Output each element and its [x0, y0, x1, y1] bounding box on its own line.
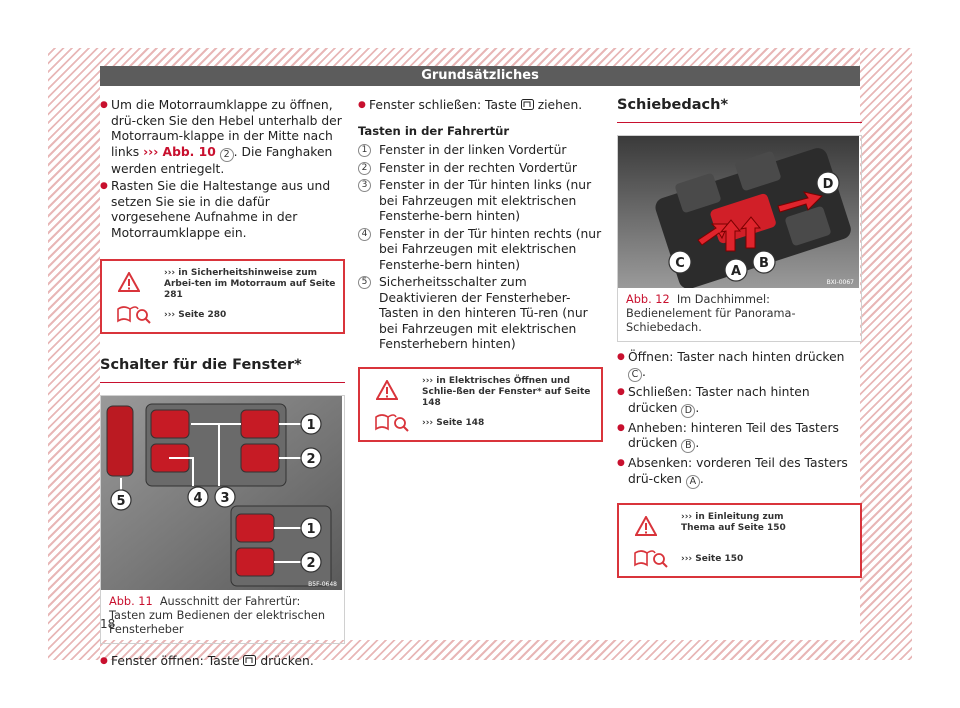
- page-link[interactable]: ››› Seite 280: [164, 310, 227, 320]
- figure-code: BXI-0067: [826, 278, 854, 286]
- list-item: 1 Fenster in der linken Vordertür: [358, 143, 603, 159]
- bullet-window-open: ● Fenster öffnen: Taste drücken.: [100, 654, 345, 670]
- window-switch-icon: [243, 655, 256, 666]
- callout-1: 1: [306, 417, 316, 433]
- callout-5: 5: [116, 493, 126, 509]
- callout-4: 4: [193, 490, 203, 506]
- page-border-top: [48, 48, 912, 66]
- figure-sunroof: [617, 135, 862, 342]
- list-item: 4 Fenster in der Tür hinten rechts (nur bei Fahrzeugen mit elektrischen Fensterhe-bern hinten): [358, 227, 603, 274]
- book-reference-icon: [374, 411, 410, 433]
- bullet-open-hood: ● Um die Motorraumklappe zu öffnen, drü-cken Sie den Hebel unterhalb der Motorraum-klappe in der Mitte nach links ››› Abb. 10 2 . Die Fanghaken werden entriegelt.: [100, 98, 345, 177]
- page-link[interactable]: ››› Seite 148: [422, 417, 485, 428]
- window-switch-illustration: [101, 396, 342, 590]
- sunroof-instructions: [617, 350, 862, 489]
- window-switch-icon: [521, 99, 534, 110]
- column-right: [617, 98, 862, 578]
- callout-2: 2: [306, 451, 316, 467]
- callout-marker: 2: [220, 148, 234, 162]
- warning-link[interactable]: ››› in Elektrisches Öffnen und Schlie-ßen der Fenster* auf Seite 148: [422, 375, 591, 408]
- bullet-open: ● Öffnen: Taster nach hinten drücken C .: [617, 350, 862, 383]
- callout-C: C: [675, 255, 685, 271]
- callout-B: B: [759, 255, 769, 271]
- book-reference-icon: [633, 547, 669, 569]
- figure-link[interactable]: ››› Abb. 10: [143, 144, 216, 159]
- book-reference-icon: [116, 303, 152, 325]
- figure-caption: Abb. 12 Im Dachhimmel: Bedienelement für Panorama-Schiebedach.: [626, 292, 796, 334]
- callout-1b: 1: [306, 521, 316, 537]
- figure-code: B5F-0648: [308, 580, 337, 588]
- warning-triangle-icon: [635, 516, 657, 536]
- section-heading-sunroof: Schiebedach*: [617, 98, 862, 123]
- list-item: 5 Sicherheitsschalter zum Deaktivieren der Fensterheber-Tasten in den hinteren Tü-ren (nur bei Fahrzeugen mit elektrischen Fensterhebern hinten): [358, 275, 603, 353]
- callout-A: A: [730, 263, 742, 279]
- callout-D: D: [822, 176, 834, 192]
- list-item: 3 Fenster in der Tür hinten links (nur bei Fahrzeugen mit elektrischen Fensterhe-bern hinten): [358, 178, 603, 225]
- bullet-window-close: ● Fenster schließen: Taste ziehen.: [358, 98, 603, 114]
- section-heading-window-switches: Schalter für die Fenster*: [100, 358, 345, 383]
- warning-link[interactable]: ››› in Sicherheitshinweise zum Arbei-ten im Motorraum auf Seite 281: [164, 268, 336, 300]
- list-item: 2 Fenster in der rechten Vordertür: [358, 161, 603, 177]
- column-left: [100, 98, 345, 670]
- warning-box: [358, 367, 603, 442]
- warning-triangle-icon: [376, 380, 398, 400]
- sunroof-control-illustration: [618, 136, 859, 288]
- page-border-right: [860, 48, 912, 660]
- page-number: 18: [100, 617, 116, 631]
- warning-link[interactable]: ››› in Einleitung zum Thema auf Seite 150: [681, 511, 786, 533]
- callout-3: 3: [220, 490, 230, 506]
- figure-caption: Abb. 11 Ausschnitt der Fahrertür: Tasten zum Bedienen der elektrischen Fensterheber: [109, 594, 325, 636]
- warning-triangle-icon: [118, 272, 140, 292]
- bullet-close: ● Schließen: Taster nach hinten drücken D .: [617, 385, 862, 418]
- column-middle: [358, 98, 603, 442]
- bullet-lower: ● Absenken: vorderen Teil des Tasters drü-cken A .: [617, 456, 862, 489]
- bullet-raise: ● Anheben: hinteren Teil des Tasters drücken B .: [617, 421, 862, 454]
- warning-box: [100, 259, 345, 334]
- page-header: Grundsätzliches: [100, 66, 860, 86]
- subheading-driver-door-keys: Tasten in der Fahrertür: [358, 123, 510, 138]
- bullet-prop-rod: ● Rasten Sie die Haltestange aus und setzen Sie sie in die dafür vorgesehene Aufnahme in der Motorraumklappe ein.: [100, 179, 345, 241]
- warning-box: [617, 503, 862, 578]
- callout-2b: 2: [306, 555, 316, 571]
- page-border-left: [48, 48, 100, 660]
- page-link[interactable]: ››› Seite 150: [681, 553, 744, 564]
- figure-window-switches: [100, 395, 345, 644]
